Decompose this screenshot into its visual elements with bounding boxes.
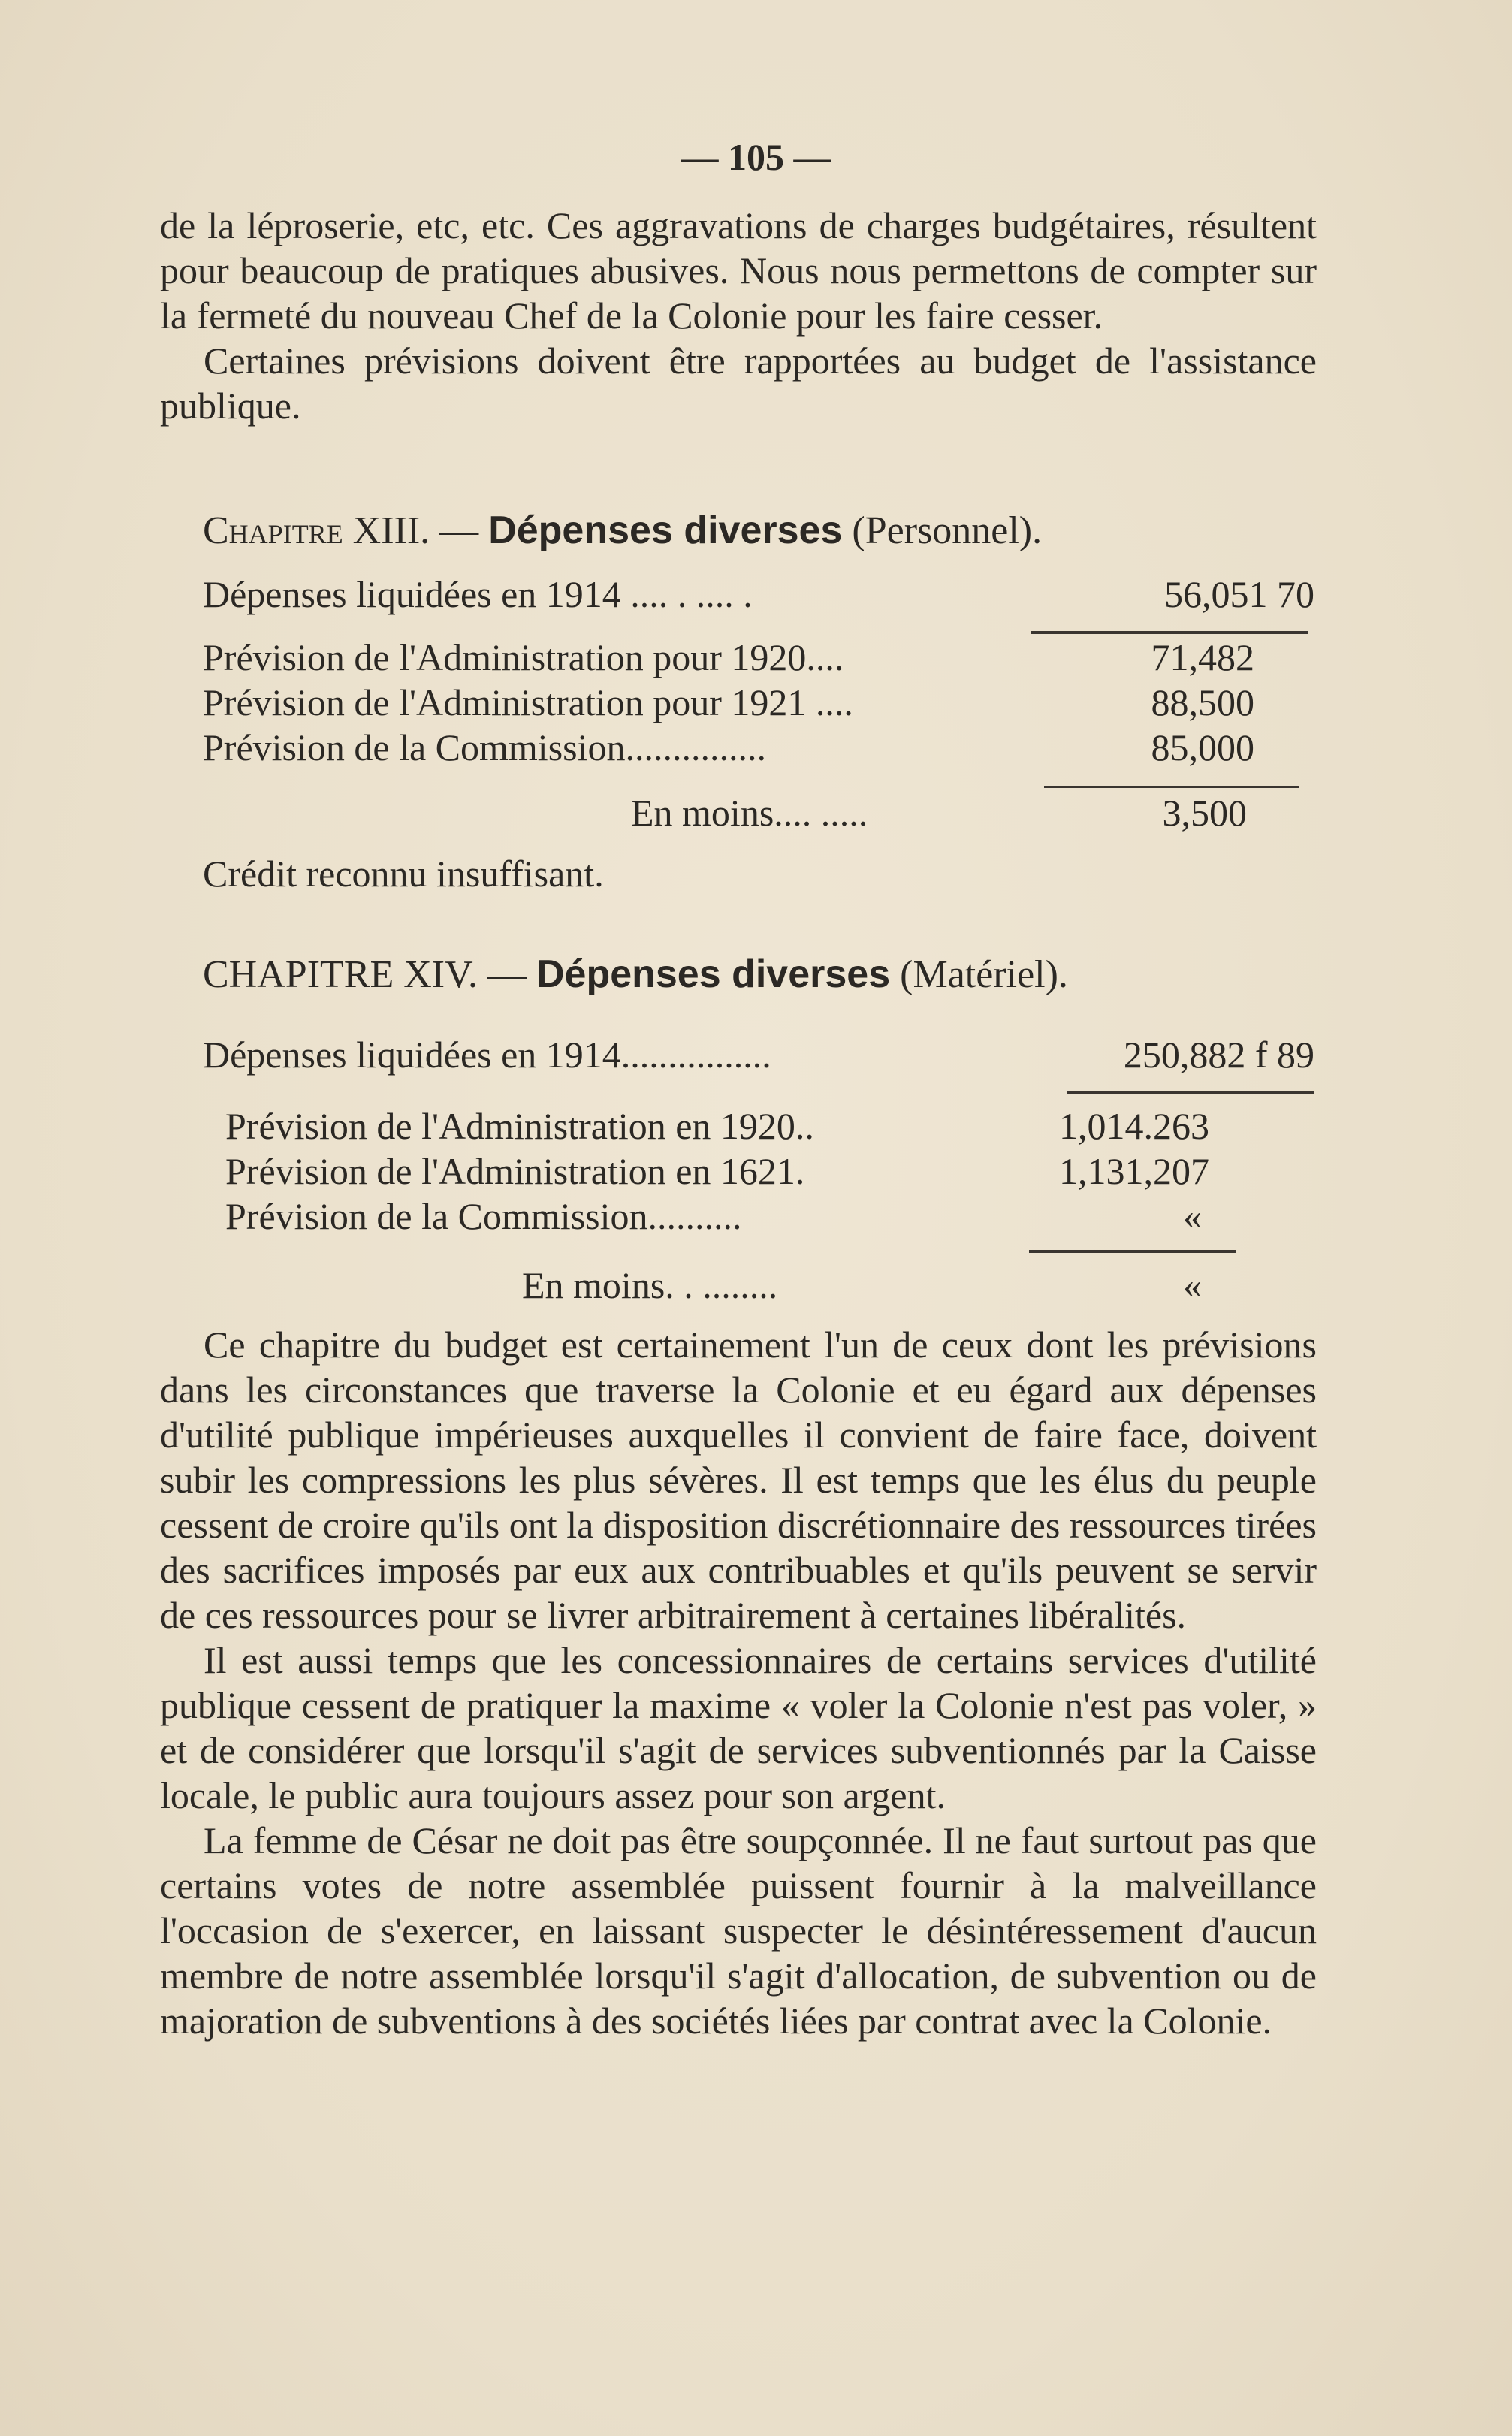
row-value: 88,500 — [1151, 681, 1254, 723]
row-label: Prévision de l'Administration en 1920.. — [225, 1105, 814, 1147]
row-label: Prévision de l'Administration en 1621. — [225, 1150, 805, 1192]
row-value: 1,131,207 — [1059, 1150, 1209, 1192]
row-value: « — [1183, 1195, 1202, 1237]
chapter-13-heading — [203, 508, 1042, 553]
row-label: Dépenses liquidées en 1914 .... . .... . — [203, 573, 753, 615]
row-label: Prévision de l'Administration pour 1920.... — [203, 636, 844, 678]
row-label: Prévision de la Commission.......... — [225, 1195, 742, 1237]
intro-text — [160, 203, 1317, 428]
chapter-14-heading — [203, 952, 1068, 997]
en-moins-label: En moins. . ........ — [522, 1264, 778, 1306]
intro-paragraph-2: Certaines prévisions doivent être rapportées au budget de l'assistance publique. — [160, 340, 1317, 427]
ch13-rule-1 — [1031, 631, 1308, 634]
body-paragraph-2: Il est aussi temps que les concessionnaires de certains services d'utilité publique cessent de pratiquer la maxime « voler la Colonie n'est pas voler, » et de considérer que lorsqu'il s'agit de services subventionnés par la Caisse locale, le public aura toujours assez pour son argent. — [160, 1639, 1317, 1816]
ch14-rule-1 — [1067, 1091, 1314, 1094]
ch14-rule-2 — [1029, 1250, 1236, 1253]
en-moins-value: 3,500 — [1162, 792, 1247, 834]
row-value: 56,051 70 — [1164, 573, 1314, 615]
page-number: — 105 — — [681, 136, 831, 178]
chapter-14-prefix: CHAPITRE XIV. — — [203, 953, 527, 996]
chapter-13-suffix: (Personnel). — [852, 509, 1043, 552]
body-paragraph-3: La femme de César ne doit pas être soupçonnée. Il ne faut surtout pas que certains votes de notre assemblée puissent fournir à la malveillance l'occasion de s'exercer, en laissant suspecter le désintéressement d'aucun membre de notre assemblée lorsqu'il s'agit d'allocation, de subvention ou de majoration de subventions à des sociétés liées par contrat avec la Colonie. — [160, 1819, 1317, 2042]
row-value: 71,482 — [1151, 636, 1254, 678]
ch13-rule-2 — [1044, 786, 1299, 788]
row-value: 1,014.263 — [1059, 1105, 1209, 1147]
ch13-note: Crédit reconnu insuffisant. — [203, 853, 604, 895]
row-value: 85,000 — [1151, 726, 1254, 768]
en-moins-value: « — [1183, 1264, 1202, 1306]
chapter-13-title: Dépenses diverses — [488, 509, 843, 552]
chapter-13-prefix: Chapitre XIII. — — [203, 509, 479, 552]
chapter-14-title: Dépenses diverses — [536, 952, 891, 996]
row-label: Prévision de l'Administration pour 1921 .... — [203, 681, 853, 723]
chapter-14-suffix: (Matériel). — [900, 953, 1068, 996]
intro-paragraph-1: de la léproserie, etc, etc. Ces aggravations de charges budgétaires, résultent pour beaucoup de pratiques abusives. Nous nous permettons de compter sur la fermeté du nouveau Chef de la Colonie pour les faire cesser. — [160, 204, 1317, 337]
row-label: Prévision de la Commission............... — [203, 726, 766, 768]
en-moins-label: En moins.... ..... — [631, 792, 868, 834]
row-value: 250,882 f 89 — [1123, 1034, 1314, 1076]
body-paragraph-1: Ce chapitre du budget est certainement l'un de ceux dont les prévisions dans les circonstances que traverse la Colonie et eu égard aux dépenses d'utilité publique impérieuses auxquelles il convient de faire face, doivent subir les compressions les plus sévères. Il est temps que les élus du peuple cessent de croire qu'ils ont la disposition discrétionnaire des ressources tirées des sacrifices imposés par eux aux contribuables et qu'ils peuvent se servir de ces ressources pour se livrer arbitrairement à certaines libéralités. — [160, 1324, 1317, 1636]
row-label: Dépenses liquidées en 1914................ — [203, 1034, 771, 1076]
body-text — [160, 1322, 1317, 2043]
